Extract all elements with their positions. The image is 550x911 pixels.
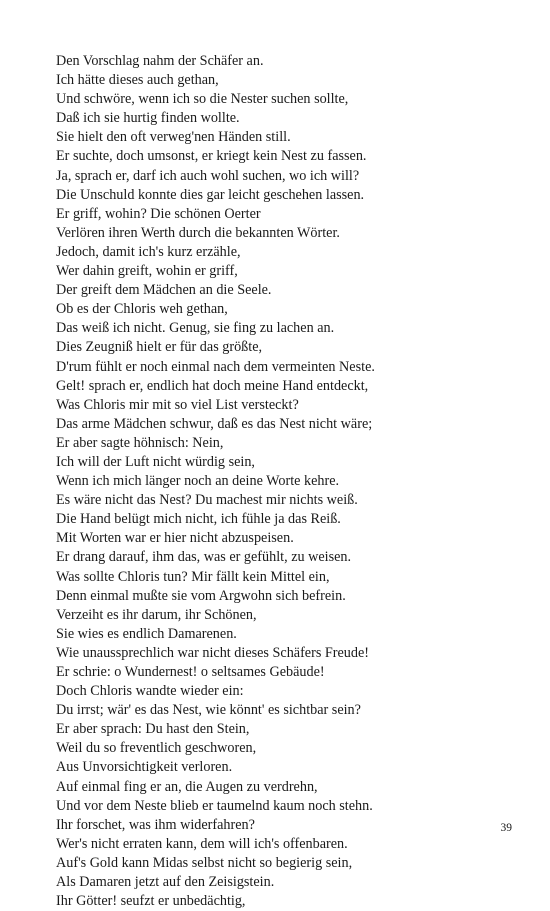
poem-line: Wenn ich mich länger noch an deine Worte kehre.: [56, 473, 340, 490]
poem-line: Und vor dem Neste blieb er taumelnd kaum noch stehn.: [56, 797, 373, 814]
poem-line: Das weiß ich nicht. Genug, sie fing zu lachen an.: [56, 320, 335, 337]
poem-line: Verlören ihren Werth durch die bekannten Wörter.: [56, 224, 340, 241]
poem-line: Auf's Gold kann Midas selbst nicht so begierig sein,: [56, 854, 353, 871]
poem-line: Den Vorschlag nahm der Schäfer an.: [56, 53, 264, 69]
poem-line: Auf einmal fing er an, die Augen zu verdrehn,: [56, 778, 318, 795]
poem-line: Gelt! sprach er, endlich hat doch meine Hand entdeckt,: [56, 377, 369, 394]
poem-line: Mit Worten war er hier nicht abzuspeisen.: [56, 530, 294, 547]
poem-line: Ihr Götter! seufzt er unbedächtig,: [56, 893, 246, 910]
poem-line: Wer dahin greift, wohin er griff,: [56, 263, 238, 280]
poem-line: Weil du so freventlich geschworen,: [56, 740, 257, 757]
poem-line: Es wäre nicht das Nest? Du machest mir nichts weiß.: [56, 492, 358, 509]
poem-line: Ob es der Chloris weh gethan,: [56, 301, 228, 318]
poem-line: Aus Unvorsichtigkeit verloren.: [56, 759, 233, 776]
poem-line: D'rum fühlt er noch einmal nach dem vermeinten Neste.: [56, 358, 375, 375]
poem-line: Was sollte Chloris tun? Mir fällt kein Mittel ein,: [56, 568, 330, 585]
poem-line: Ja, sprach er, darf ich auch wohl suchen, wo ich will?: [56, 167, 360, 184]
poem-line: Er drang darauf, ihm das, was er gefühlt, zu weisen.: [56, 549, 352, 566]
poem-line: Der greift dem Mädchen an die Seele.: [56, 282, 272, 299]
poem-line: Verzeiht es ihr darum, ihr Schönen,: [56, 606, 257, 623]
poem-line: Daß ich sie hurtig finden wollte.: [56, 110, 240, 127]
poem-line: Er griff, wohin? Die schönen Oerter: [56, 205, 261, 222]
poem-line: Wer's nicht erraten kann, dem will ich's offenbaren.: [56, 835, 348, 852]
poem-line: Ich hätte dieses auch gethan,: [56, 72, 219, 89]
poem-line: Was Chloris mir mit so viel List versteckt?: [56, 396, 299, 413]
page-number: 39: [500, 822, 512, 834]
poem-line: Dies Zeugniß hielt er für das größte,: [56, 339, 263, 356]
poem-line: Doch Chloris wandte wieder ein:: [56, 683, 244, 700]
poem-line: Du irrst; wär' es das Nest, wie könnt' es sichtbar sein?: [56, 702, 361, 719]
poem-line: Er aber sprach: Du hast den Stein,: [56, 721, 250, 738]
poem-line: Als Damaren jetzt auf den Zeisigstein.: [56, 874, 275, 891]
poem-line: Er schrie: o Wundernest! o seltsames Gebäude!: [56, 664, 325, 680]
poem-line: Ihr forschet, was ihm widerfahren?: [56, 816, 255, 833]
poem-line: Wie unaussprechlich war nicht dieses Schäfers Freude!: [56, 644, 370, 661]
poem-line: Die Unschuld konnte dies gar leicht geschehen lassen.: [56, 186, 365, 203]
poem-line: Ich will der Luft nicht würdig sein,: [56, 453, 255, 470]
poem-line: Und schwöre, wenn ich so die Nester suchen sollte,: [56, 91, 349, 108]
poem-line: Er suchte, doch umsonst, er kriegt kein Nest zu fassen.: [56, 148, 367, 165]
poem-line: Die Hand belügt mich nicht, ich fühle ja das Reiß.: [56, 511, 341, 528]
poem-text: [56, 52, 526, 911]
poem-line: Er aber sagte höhnisch: Nein,: [56, 434, 224, 451]
poem-line: Sie hielt den oft verweg'nen Händen still.: [56, 129, 291, 146]
poem-line: Sie wies es endlich Damarenen.: [56, 625, 237, 642]
poem-line: Das arme Mädchen schwur, daß es das Nest nicht wäre;: [56, 415, 373, 432]
poem-line: Jedoch, damit ich's kurz erzähle,: [56, 243, 241, 260]
poem-line: Denn einmal mußte sie vom Argwohn sich befrein.: [56, 587, 346, 604]
